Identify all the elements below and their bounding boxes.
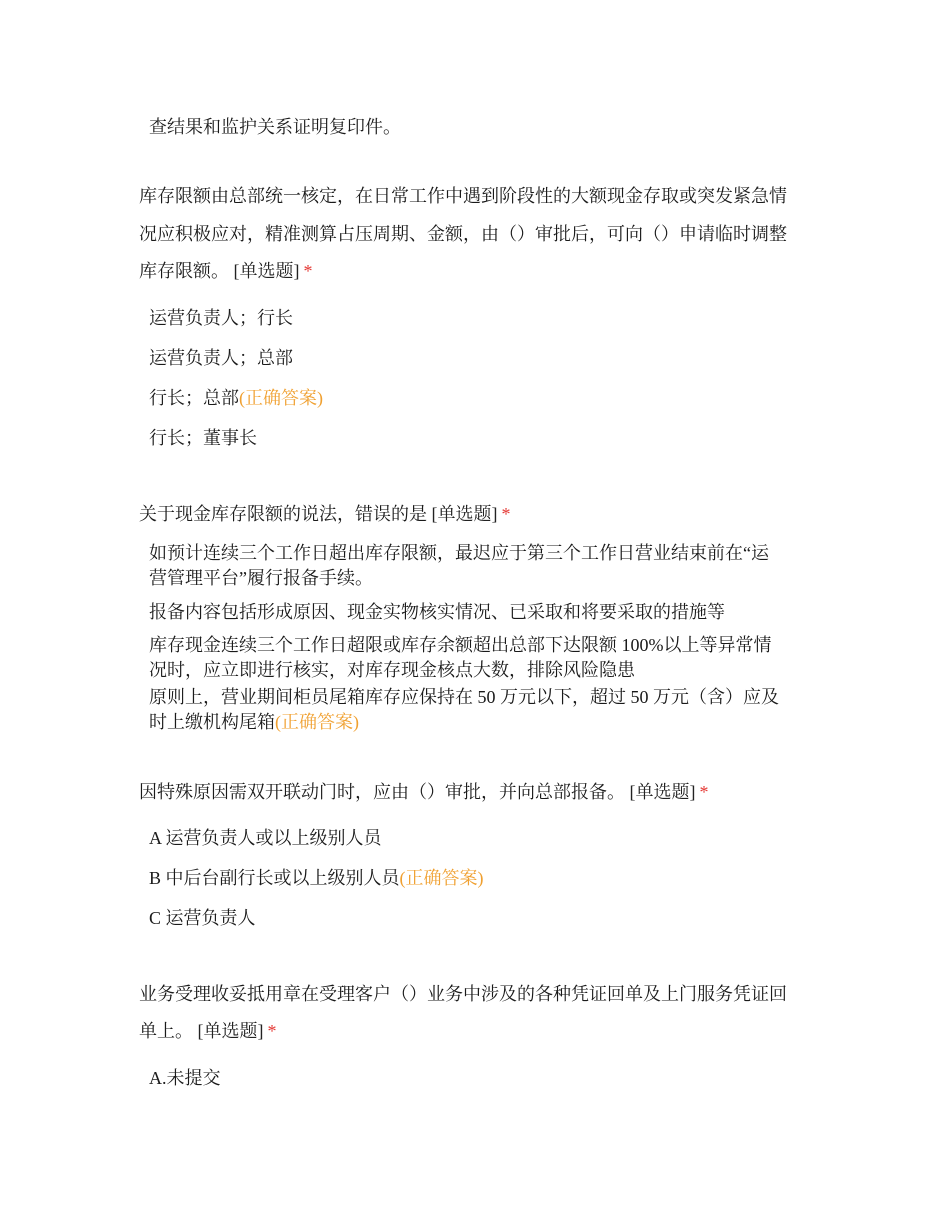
option-correct bbox=[149, 866, 484, 890]
option-text: 行长；总部 bbox=[149, 388, 239, 408]
question-text: 业务受理收妥抵用章在受理客户（）业务中涉及的各种凭证回单及上门服务凭证回 bbox=[139, 984, 787, 1004]
option: 运营负责人；总部 bbox=[149, 348, 293, 368]
required-mark: * bbox=[267, 1021, 277, 1041]
question-text-line bbox=[139, 502, 511, 526]
option-correct bbox=[149, 386, 323, 410]
required-mark: * bbox=[501, 504, 511, 524]
option-text: B 中后台副行长或以上级别人员 bbox=[149, 868, 400, 888]
option: 运营负责人；行长 bbox=[149, 308, 293, 328]
correct-answer-label: (正确答案) bbox=[399, 868, 484, 888]
option-continuation: 营管理平台”履行报备手续。 bbox=[149, 568, 373, 588]
correct-answer-label: (正确答案) bbox=[239, 388, 323, 408]
question-text-last-line bbox=[139, 259, 313, 283]
option: 如预计连续三个工作日超出库存限额，最迟应于第三个工作日营业结束前在“运 bbox=[149, 543, 769, 563]
question-type-tag: [单选题] bbox=[431, 504, 498, 524]
question-text-last-line bbox=[139, 1019, 277, 1043]
question-text: 库存限额由总部统一核定，在日常工作中遇到阶段性的大额现金存取或突发紧急情 bbox=[139, 186, 787, 206]
option-continuation: 况时，应立即进行核实，对库存现金核点大数，排除风险隐患 bbox=[149, 660, 635, 680]
question-text: 单上。 bbox=[139, 1021, 193, 1041]
option: C 运营负责人 bbox=[149, 908, 256, 928]
option-text: 时上缴机构尾箱 bbox=[149, 712, 275, 732]
option-correct-continuation bbox=[149, 710, 359, 734]
previous-answer-fragment: 查结果和监护关系证明复印件。 bbox=[149, 117, 401, 137]
option: 原则上，营业期间柜员尾箱库存应保持在 50 万元以下，超过 50 万元（含）应及 bbox=[149, 687, 779, 707]
required-mark: * bbox=[303, 261, 313, 281]
option: 库存现金连续三个工作日超限或库存余额超出总部下达限额 100%以上等异常情 bbox=[149, 635, 772, 655]
option: A 运营负责人或以上级别人员 bbox=[149, 828, 382, 848]
question-text-line bbox=[139, 780, 709, 804]
correct-answer-label: (正确答案) bbox=[275, 712, 359, 732]
question-type-tag: [单选题] bbox=[629, 782, 696, 802]
question-text: 因特殊原因需双开联动门时，应由（）审批，并向总部报备。 bbox=[139, 782, 625, 802]
question-type-tag: [单选题] bbox=[233, 261, 300, 281]
question-text: 库存限额。 bbox=[139, 261, 229, 281]
question-text: 况应积极应对，精准测算占压周期、金额，由（）审批后，可向（）申请临时调整 bbox=[139, 224, 787, 244]
option: 报备内容包括形成原因、现金实物核实情况、已采取和将要采取的措施等 bbox=[149, 602, 725, 622]
question-text: 关于现金库存限额的说法，错误的是 bbox=[139, 504, 427, 524]
required-mark: * bbox=[699, 782, 709, 802]
option: 行长；董事长 bbox=[149, 428, 257, 448]
option: A.未提交 bbox=[149, 1068, 221, 1088]
question-type-tag: [单选题] bbox=[197, 1021, 264, 1041]
